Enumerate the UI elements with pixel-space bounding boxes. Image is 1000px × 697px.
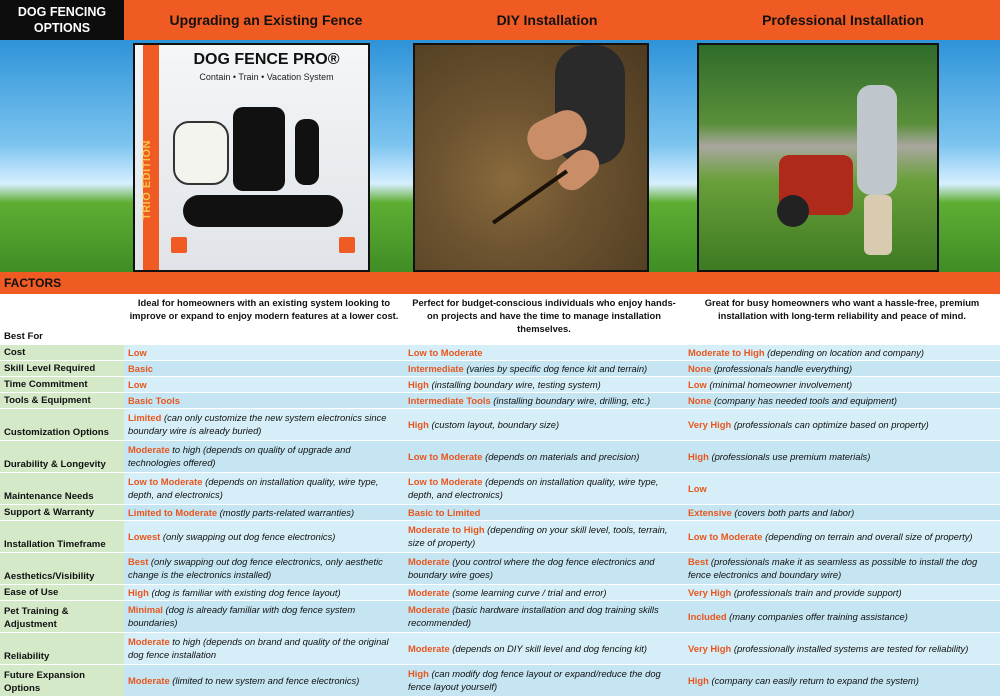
rating-note: (professionals can optimize based on property) [731, 418, 929, 430]
rating-note: to high (depends on quality of upgrade and technologies offered) [128, 444, 351, 468]
cell-upgrade [124, 504, 404, 520]
rating-text: Low to Moderate [408, 450, 483, 462]
rating-text: Moderate [408, 556, 450, 567]
rating-text: Moderate [408, 586, 450, 598]
column-header-diy: DIY Installation [496, 12, 598, 28]
rating-text: Limited [128, 412, 162, 423]
rating-text: Moderate [408, 642, 450, 654]
table-row [0, 584, 1000, 600]
factor-label: Installation Timeframe [0, 520, 124, 552]
professional-install-photo [697, 43, 939, 272]
cell-diy [404, 632, 684, 664]
rating-note: (minimal homeowner involvement) [706, 378, 853, 390]
cell-professional [684, 376, 1000, 392]
rating-text: Low [688, 378, 707, 390]
rating-text: Basic to Limited [408, 506, 481, 518]
rating-note: (custom layout, boundary size) [428, 418, 560, 430]
table-row [0, 344, 1000, 360]
cell-professional [684, 600, 1000, 632]
flag-icon-2 [339, 237, 355, 253]
cell-diy [404, 664, 684, 696]
rating-note: (only swapping out dog fence electronics, only aesthetic change is the electronics installed) [128, 556, 383, 580]
rating-text: Basic [128, 362, 154, 374]
rating-note: (limited to new system and fence electronics) [169, 674, 360, 686]
cell-professional [684, 632, 1000, 664]
cell-professional [684, 584, 1000, 600]
rating-text: Low [128, 378, 147, 390]
rating-text: Low [688, 482, 707, 494]
rating-text: Moderate to High [688, 346, 765, 358]
rating-text: Minimal [128, 604, 163, 615]
rating-note: (professionals train and provide support) [731, 586, 902, 598]
rating-note: (dog is familiar with existing dog fence layout) [148, 586, 341, 598]
factor-label: Time Commitment [0, 376, 124, 392]
cell-professional [684, 392, 1000, 408]
rating-note: (professionals make it as seamless as possible to install the dog fence electronics and boundary wire) [688, 556, 978, 580]
diy-install-photo [413, 43, 649, 272]
rating-note: (professionals use premium materials) [708, 450, 871, 462]
rating-text: Best [688, 556, 709, 567]
remote-icon [295, 119, 319, 185]
product-subtitle: Contain • Train • Vacation System [199, 72, 334, 82]
factor-label: Aesthetics/Visibility [0, 552, 124, 584]
table-row [0, 632, 1000, 664]
rating-note: (can only customize the new system electronics since boundary wire is already buried) [128, 412, 387, 436]
factor-label: Reliability [0, 632, 124, 664]
cell-professional [684, 504, 1000, 520]
cell-upgrade [124, 632, 404, 664]
cell-professional [684, 520, 1000, 552]
best-for-upgrade: Ideal for homeowners with an existing system looking to improve or expand to enjoy modern features at a lower cost. [124, 294, 404, 344]
table-row [0, 392, 1000, 408]
factor-label: Pet Training & Adjustment [0, 600, 124, 632]
factor-label: Durability & Longevity [0, 440, 124, 472]
collar-strap-icon [183, 195, 343, 227]
table-row [0, 408, 1000, 440]
cell-upgrade [124, 552, 404, 584]
rating-text: Low [128, 346, 147, 358]
cell-upgrade [124, 440, 404, 472]
header-bar [0, 0, 1000, 40]
factor-label: Cost [0, 344, 124, 360]
rating-text: Included [688, 610, 727, 622]
rating-note: (many companies offer training assistance) [726, 610, 908, 622]
rating-note: (depending on location and company) [764, 346, 925, 358]
table-row [0, 360, 1000, 376]
factor-label: Ease of Use [0, 584, 124, 600]
rating-note: (dog is already familiar with dog fence system boundaries) [128, 604, 356, 628]
rating-text: High [408, 418, 429, 430]
rating-note: (depending on your skill level, tools, terrain, size of property) [408, 524, 668, 548]
table-row [0, 472, 1000, 504]
rating-note: (covers both parts and labor) [731, 506, 855, 518]
worker-legs-icon [864, 195, 892, 255]
rating-text: Limited to Moderate [128, 506, 218, 518]
product-title: DOG FENCE PRO® [193, 51, 340, 68]
rating-text: High [408, 668, 429, 679]
cell-upgrade [124, 520, 404, 552]
rating-note: (only swapping out dog fence electronics) [160, 530, 336, 542]
cell-diy [404, 504, 684, 520]
factor-label: Support & Warranty [0, 504, 124, 520]
cell-diy [404, 552, 684, 584]
rating-note: (basic hardware installation and dog training skills recommended) [408, 604, 659, 628]
rating-note: (some learning curve / trial and error) [449, 586, 607, 598]
cell-professional [684, 664, 1000, 696]
trio-edition-label: TRIO EDITION [141, 140, 153, 220]
rating-text: Moderate to High [408, 524, 485, 535]
cell-upgrade [124, 376, 404, 392]
best-for-professional: Great for busy homeowners who want a hassle-free, premium installation with long-term reliability and peace of mind. [684, 294, 1000, 344]
cell-diy [404, 344, 684, 360]
rating-note: (can modify dog fence layout or expand/reduce the dog fence layout yourself) [408, 668, 661, 692]
factor-label: Customization Options [0, 408, 124, 440]
cell-diy [404, 408, 684, 440]
cell-diy [404, 472, 684, 504]
rating-text: Low to Moderate [408, 476, 483, 487]
factor-label: Tools & Equipment [0, 392, 124, 408]
rating-note: (depends on DIY skill level and dog fencing kit) [449, 642, 648, 654]
header-corner-title: DOG FENCING OPTIONS [0, 0, 124, 40]
rating-text: Intermediate [408, 362, 464, 374]
rating-text: Basic Tools [128, 394, 180, 406]
rating-note: (mostly parts-related warranties) [217, 506, 355, 518]
factor-label: Skill Level Required [0, 360, 124, 376]
table-row-best-for [0, 294, 1000, 344]
rating-text: Low to Moderate [128, 476, 203, 487]
rating-note: to high (depends on brand and quality of the original dog fence installation [128, 636, 389, 660]
wheel-icon [777, 195, 809, 227]
rating-note: (company can easily return to expand the system) [708, 674, 919, 686]
rating-note: (company has needed tools and equipment) [711, 394, 897, 406]
rating-note: (depends on materials and precision) [482, 450, 640, 462]
cell-professional [684, 472, 1000, 504]
rating-text: Best [128, 556, 149, 567]
rating-text: Extensive [688, 506, 732, 518]
rating-text: None [688, 362, 712, 374]
rating-text: Moderate [128, 444, 170, 455]
rating-text: Moderate [128, 674, 170, 686]
table-row [0, 600, 1000, 632]
column-header-upgrade: Upgrading an Existing Fence [169, 12, 363, 28]
best-for-diy: Perfect for budget-conscious individuals who enjoy hands-on projects and have the time to manage installation themselves. [404, 294, 684, 344]
rating-text: Moderate [408, 604, 450, 615]
cell-professional [684, 360, 1000, 376]
rating-note: (professionals handle everything) [711, 362, 853, 374]
rating-text: Very High [688, 642, 732, 654]
cell-professional [684, 440, 1000, 472]
table-row [0, 552, 1000, 584]
rating-text: High [688, 450, 709, 462]
rating-text: Very High [688, 586, 732, 598]
cell-diy [404, 600, 684, 632]
cell-diy [404, 520, 684, 552]
rating-text: None [688, 394, 712, 406]
column-header-professional: Professional Installation [762, 12, 924, 28]
table-row [0, 664, 1000, 696]
rating-note: (varies by specific dog fence kit and terrain) [463, 362, 648, 374]
rating-text: Lowest [128, 530, 161, 542]
transmitter-icon [233, 107, 285, 191]
cell-upgrade [124, 408, 404, 440]
factor-label: Best For [0, 294, 124, 344]
table-row [0, 440, 1000, 472]
factor-label: Future Expansion Options [0, 664, 124, 696]
rating-text: High [128, 586, 149, 598]
product-image [133, 43, 370, 272]
cell-professional [684, 408, 1000, 440]
rating-note: (installing boundary wire, drilling, etc.) [490, 394, 651, 406]
rating-note: (installing boundary wire, testing system) [428, 378, 601, 390]
rating-text: High [688, 674, 709, 686]
factors-heading: FACTORS [0, 272, 1000, 294]
flag-icon [171, 237, 187, 253]
cell-diy [404, 376, 684, 392]
rating-text: Moderate [128, 636, 170, 647]
factor-label: Maintenance Needs [0, 472, 124, 504]
rating-text: Low to Moderate [408, 346, 483, 358]
cell-diy [404, 392, 684, 408]
cell-upgrade [124, 344, 404, 360]
worker-icon [857, 85, 897, 195]
table-row [0, 520, 1000, 552]
comparison-table [0, 294, 1000, 697]
cell-upgrade [124, 360, 404, 376]
cell-upgrade [124, 472, 404, 504]
rating-note: (you control where the dog fence electronics and boundary wire goes) [408, 556, 655, 580]
collar-receiver-icon [173, 121, 229, 185]
rating-text: Very High [688, 418, 732, 430]
cell-upgrade [124, 392, 404, 408]
rating-note: (depends on installation quality, wire type, depth, and electronics) [408, 476, 659, 500]
cell-diy [404, 440, 684, 472]
wire-trench-icon [492, 170, 568, 225]
rating-text: Intermediate Tools [408, 394, 491, 406]
cell-professional [684, 552, 1000, 584]
table-row [0, 376, 1000, 392]
table-row [0, 504, 1000, 520]
cell-upgrade [124, 584, 404, 600]
rating-text: High [408, 378, 429, 390]
cell-diy [404, 584, 684, 600]
cell-upgrade [124, 664, 404, 696]
rating-note: (depending on terrain and overall size of property) [762, 530, 973, 542]
rating-note: (depends on installation quality, wire type, depth, and electronics) [128, 476, 379, 500]
cell-professional [684, 344, 1000, 360]
cell-upgrade [124, 600, 404, 632]
cell-diy [404, 360, 684, 376]
rating-note: (professionally installed systems are tested for reliability) [731, 642, 969, 654]
rating-text: Low to Moderate [688, 530, 763, 542]
